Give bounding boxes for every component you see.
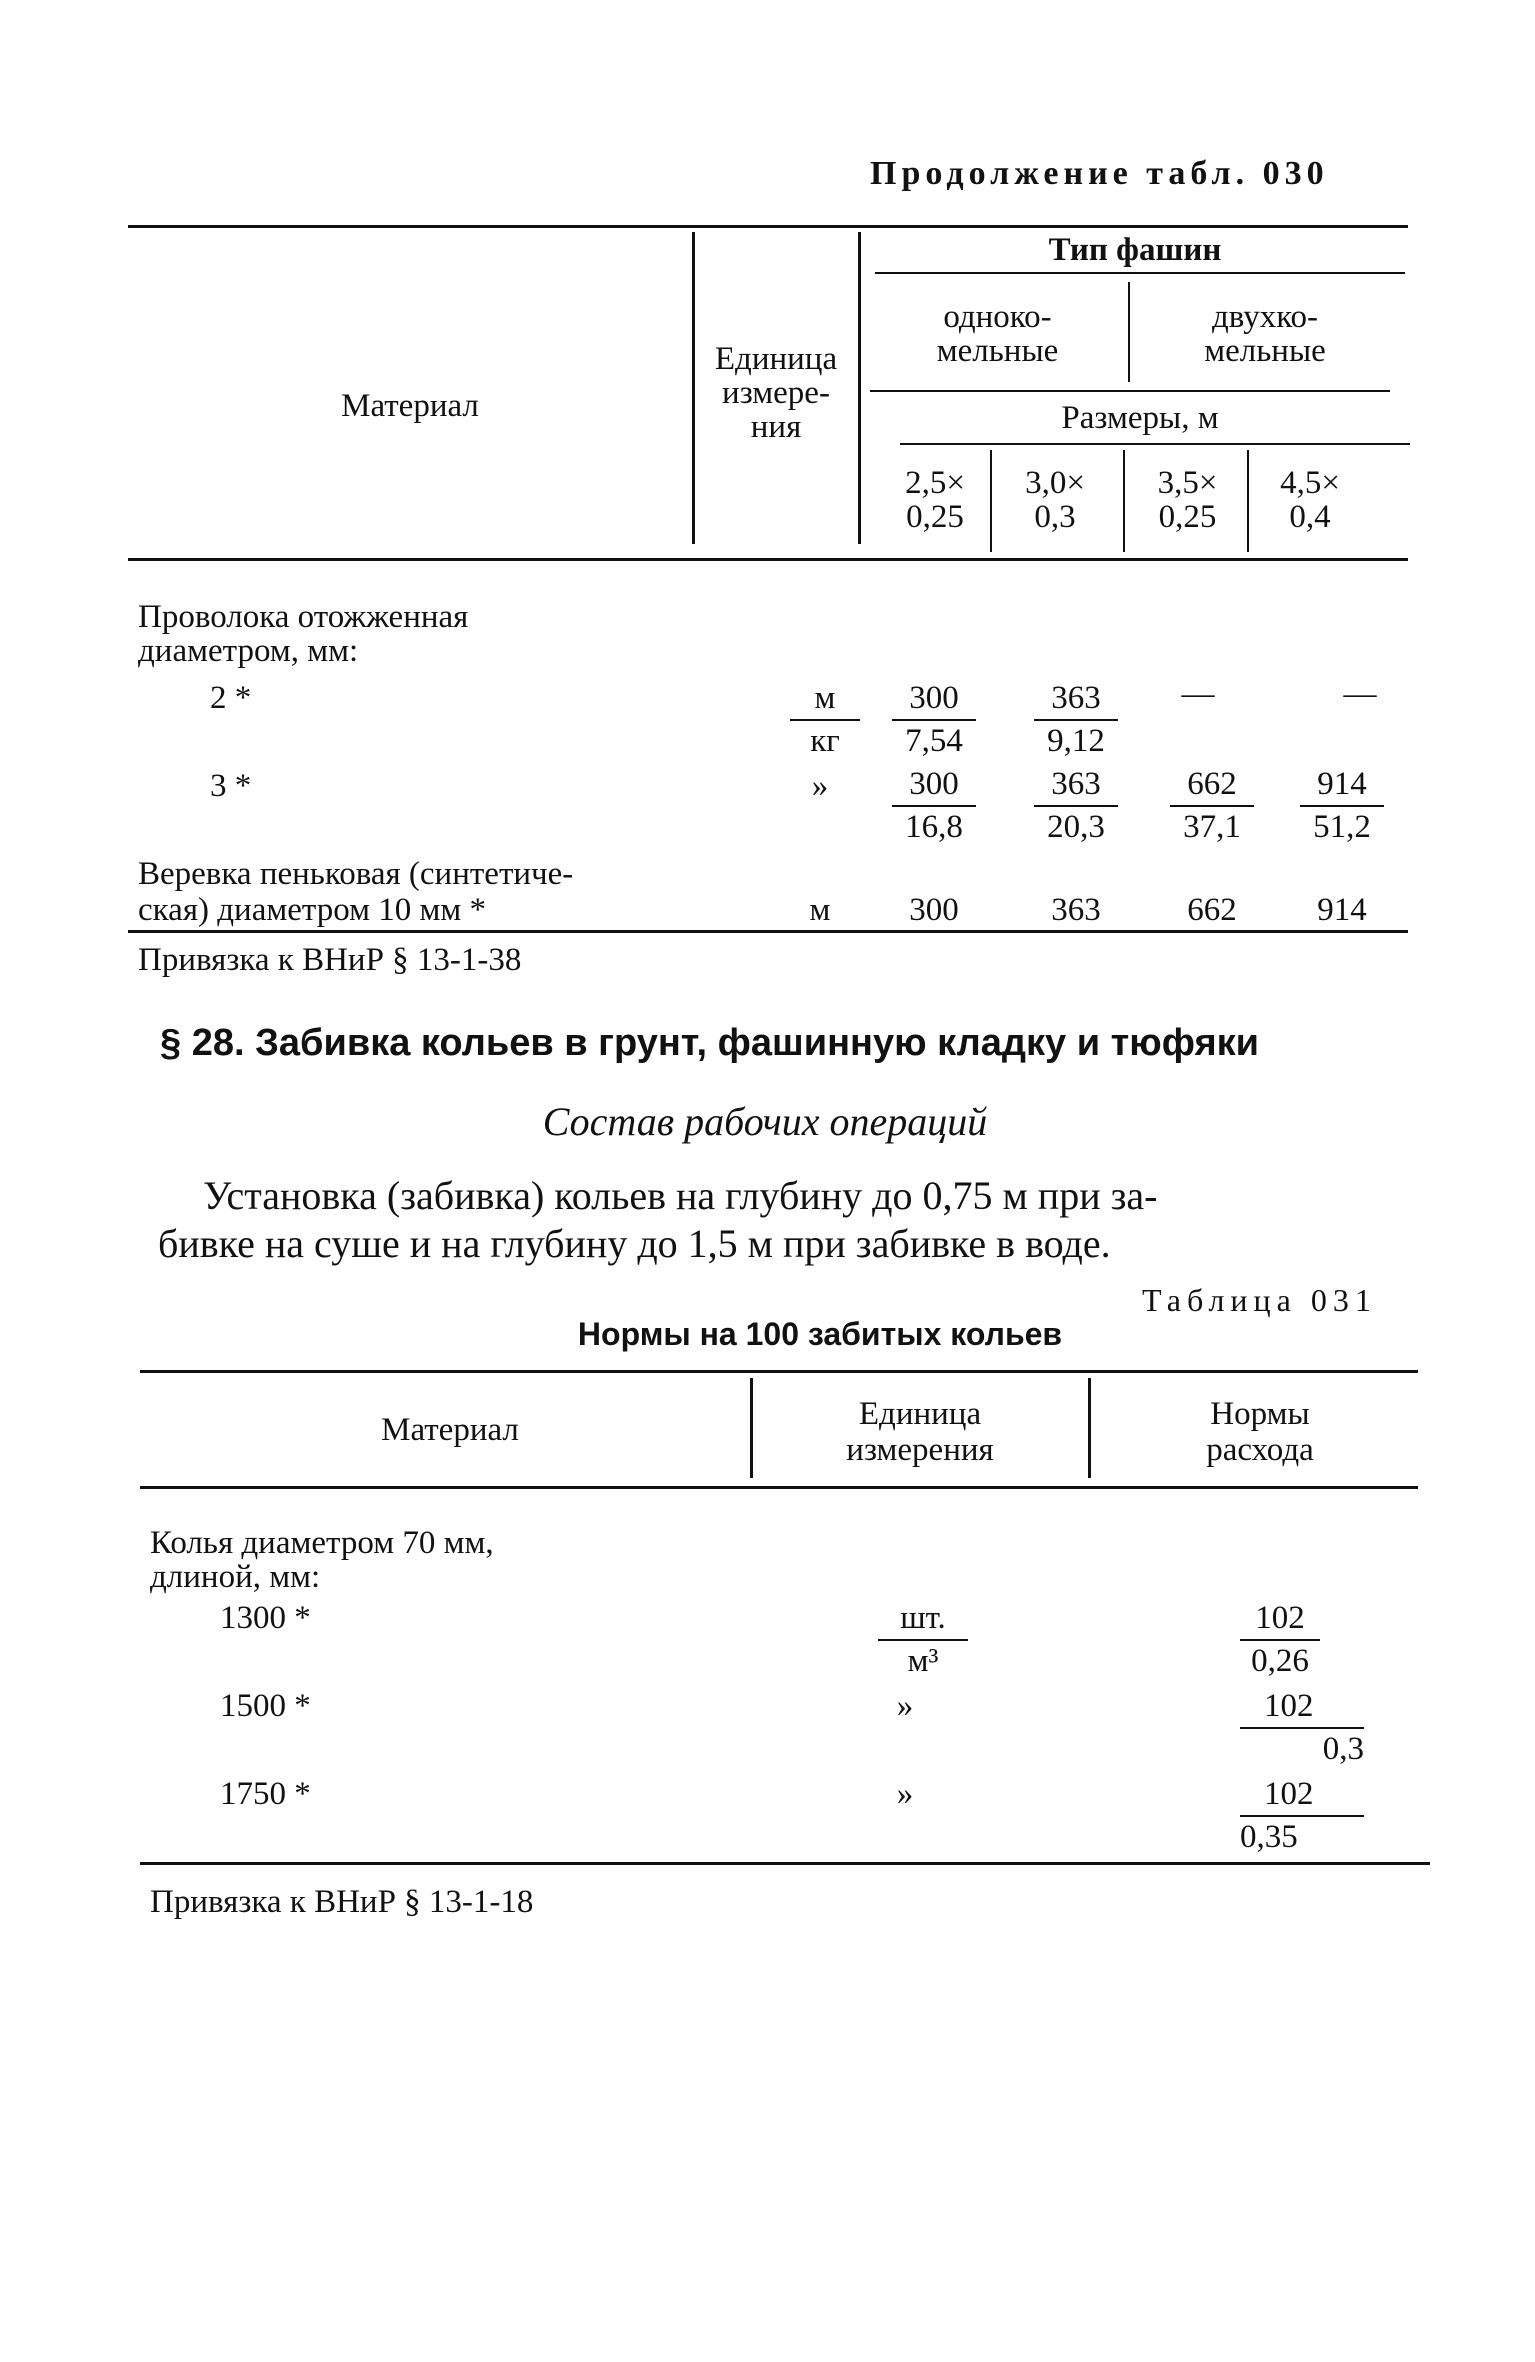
unit-numerator: м (790, 680, 860, 721)
stakes-intro-line: Колья диаметром 70 мм, (150, 1525, 494, 1561)
continuation-header: Продолжение табл. 030 (870, 155, 1329, 192)
table-030-top-rule (128, 225, 1408, 228)
stakes-intro-line: длиной, мм: (150, 1559, 321, 1595)
unit-fraction (790, 680, 860, 760)
table-030-header-rule (128, 558, 1408, 561)
size-col-header (1130, 466, 1245, 534)
size-col-line: 3,0× (1025, 465, 1085, 501)
unit-header-line: Единица (714, 341, 838, 377)
unit-fraction (878, 1600, 968, 1680)
size-col-header (998, 466, 1112, 534)
table-caption: Нормы на 100 забитых кольев (577, 1316, 1063, 1352)
sizes-header: Размеры, м (1061, 400, 1219, 436)
single-butt-header (870, 300, 1125, 368)
value-fraction (1170, 766, 1254, 846)
wire-label-line: Проволока отожженная (138, 599, 469, 635)
value-numerator: 300 (892, 680, 976, 721)
value-denominator: 51,2 (1313, 809, 1371, 845)
wire-label (138, 600, 468, 668)
section-subtitle: Состав рабочих операций (542, 1099, 988, 1144)
table-031-divider (1088, 1378, 1091, 1478)
size-col-header (1250, 466, 1370, 534)
table-031-divider (750, 1378, 753, 1478)
rope-value: 363 (1051, 892, 1101, 928)
norm-numerator: 102 (1240, 1600, 1320, 1641)
value-fraction (892, 680, 976, 760)
norms-header-line: Нормы (1210, 1396, 1310, 1432)
value-numerator: 363 (1034, 766, 1118, 807)
unit-header-line: измерения (846, 1432, 994, 1468)
size-col-line: 0,25 (906, 499, 964, 535)
table-031-bottom-rule (140, 1862, 1430, 1865)
norm-fraction (1240, 1600, 1320, 1680)
double-butt-line: двухко- (1211, 299, 1319, 335)
rope-label-line: Веревка пеньковая (синтетиче- (138, 856, 574, 892)
row-label: 3 * (210, 768, 252, 804)
size-col-line: 2,5× (905, 465, 965, 501)
wire-label-line: диаметром, мм: (138, 633, 359, 669)
value-numerator: 914 (1300, 766, 1384, 807)
size-col-line: 3,5× (1157, 465, 1218, 501)
table-031-top-rule (140, 1370, 1418, 1373)
table-031-header-rule (140, 1486, 1418, 1489)
unit-ditto: » (896, 1688, 914, 1724)
value-denominator: 20,3 (1047, 809, 1105, 845)
value-fraction (892, 766, 976, 846)
table-030-rule (875, 272, 1405, 274)
value-numerator: 300 (892, 766, 976, 807)
norm-fraction (1240, 1776, 1364, 1856)
section-text (158, 1172, 1158, 1268)
value-numerator: 662 (1170, 766, 1254, 807)
unit-denominator: кг (810, 723, 840, 759)
norm-fraction (1240, 1688, 1364, 1768)
norms-header (1100, 1396, 1420, 1468)
row-label: 2 * (210, 680, 252, 716)
value-fraction (1034, 680, 1118, 760)
value-fraction (1034, 766, 1118, 846)
double-butt-line: мельные (1204, 333, 1326, 369)
norm-numerator: 102 (1240, 1688, 1364, 1729)
material-header: Материал (381, 1412, 519, 1448)
value-denominator: 9,12 (1047, 723, 1105, 759)
material-header: Материал (341, 388, 479, 424)
table-030-divider (990, 450, 992, 552)
value-denominator: 16,8 (905, 809, 963, 845)
unit-header-line: Единица (858, 1396, 982, 1432)
rope-value: 300 (909, 892, 959, 928)
rope-unit: м (809, 892, 831, 928)
table-030-rule (900, 443, 1410, 445)
norm-denominator: 0,26 (1251, 1643, 1309, 1679)
norms-header-line: расхода (1206, 1432, 1314, 1468)
table-030-divider (1247, 450, 1249, 552)
table-030-divider (1123, 450, 1125, 552)
size-col-line: 0,3 (1034, 499, 1076, 535)
unit-ditto: » (896, 1776, 914, 1812)
double-butt-header (1130, 300, 1400, 368)
section-title: § 28. Забивка кольев в грунт, фашинную кладку и тюфяки (160, 1022, 1259, 1064)
value-fraction (1300, 766, 1384, 846)
stakes-intro (150, 1526, 494, 1594)
table-label: Таблица 031 (1142, 1282, 1377, 1318)
unit-ditto: » (811, 768, 829, 804)
value-denominator: 7,54 (905, 723, 963, 759)
unit-header-line: измере- (722, 375, 830, 411)
value-denominator: 37,1 (1183, 809, 1241, 845)
unit-header-line: ния (750, 409, 802, 445)
reference-note: Привязка к ВНиР § 13-1-18 (150, 1884, 534, 1920)
rope-label (138, 856, 573, 928)
norm-denominator: 0,35 (1240, 1819, 1298, 1855)
value-dash: — (1181, 676, 1215, 712)
unit-header (760, 1396, 1080, 1468)
reference-note: Привязка к ВНиР § 13-1-38 (138, 942, 522, 978)
rope-value: 914 (1317, 892, 1367, 928)
norm-numerator: 102 (1240, 1776, 1364, 1817)
section-text-line: бивке на суше и на глубину до 1,5 м при забивке в воде. (158, 1221, 1111, 1266)
unit-numerator: шт. (878, 1600, 968, 1641)
single-butt-line: мельные (936, 333, 1059, 369)
row-label: 1500 * (220, 1688, 311, 1724)
row-label: 1750 * (220, 1776, 311, 1812)
rope-value: 662 (1187, 892, 1237, 928)
value-dash: — (1343, 676, 1377, 712)
single-butt-line: одноко- (943, 299, 1052, 335)
section-text-line: Установка (забивка) кольев на глубину до 0,75 м при за- (203, 1173, 1158, 1218)
unit-header (692, 342, 860, 444)
size-col-line: 0,4 (1289, 499, 1331, 535)
table-030-bottom-rule (128, 930, 1408, 933)
size-col-line: 4,5× (1280, 465, 1340, 501)
unit-denominator: м³ (907, 1643, 939, 1679)
rope-label-line: ская) диаметром 10 мм * (138, 892, 486, 928)
table-030-rule (870, 390, 1390, 392)
size-col-header (880, 466, 990, 534)
value-numerator: 363 (1034, 680, 1118, 721)
size-col-line: 0,25 (1158, 499, 1217, 535)
type-group-header: Тип фашин (1048, 232, 1222, 268)
norm-denominator: 0,3 (1322, 1731, 1364, 1767)
row-label: 1300 * (220, 1600, 311, 1636)
